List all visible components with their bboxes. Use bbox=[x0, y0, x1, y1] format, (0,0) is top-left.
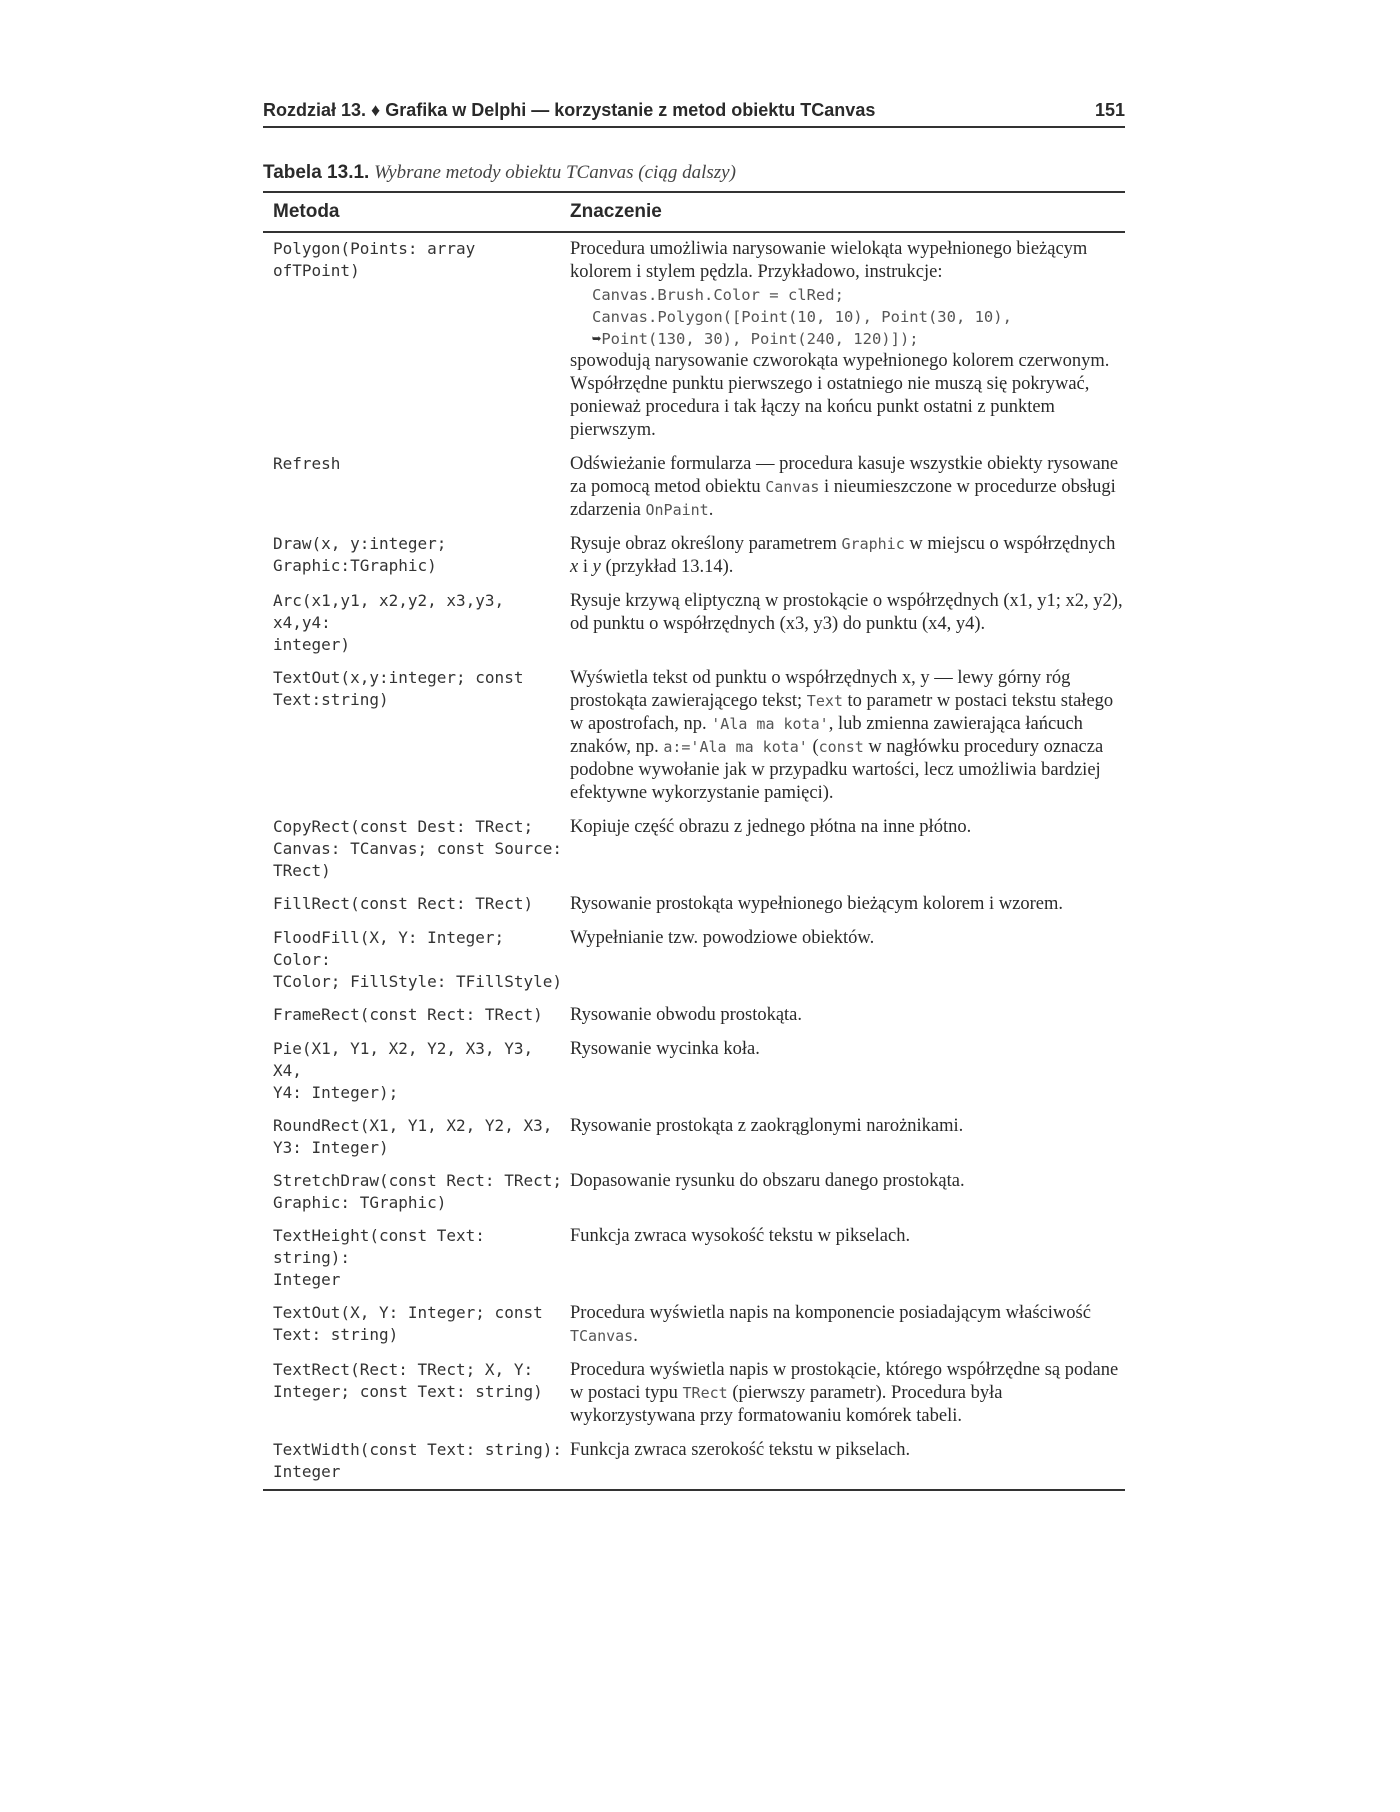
inline-code: Canvas bbox=[765, 478, 820, 496]
table-row bbox=[263, 1354, 1125, 1434]
table-row bbox=[263, 999, 1125, 1033]
table-row bbox=[263, 233, 1125, 448]
table-row bbox=[263, 1110, 1125, 1165]
method-signature: TextHeight(const Text: string): Integer bbox=[273, 1226, 485, 1289]
method-signature: Draw(x, y:integer; Graphic:TGraphic) bbox=[273, 534, 447, 575]
table-caption bbox=[263, 162, 736, 184]
method-description: Funkcja zwraca szerokość tekstu w pikselach. bbox=[570, 1440, 911, 1460]
inline-code: TRect bbox=[682, 1384, 728, 1402]
description-text: Procedura wyświetla napis w prostokącie, którego współrzędne są podane w postaci typu bbox=[570, 1360, 1119, 1403]
method-signature: FillRect(const Rect: TRect) bbox=[273, 894, 534, 913]
method-description: Rysuje krzywą eliptyczną w prostokącie o współrzędnych (x1, y1; x2, y2), od punktu o współrzędnych (x3, y3) do punktu (x4, y4). bbox=[570, 591, 1123, 634]
method-description: Funkcja zwraca wysokość tekstu w pikselach. bbox=[570, 1226, 911, 1246]
line-wrap-arrow-icon: ➥ bbox=[592, 330, 602, 348]
inline-code: const bbox=[818, 738, 864, 756]
column-header-method: Metoda bbox=[273, 201, 340, 222]
method-signature: TextRect(Rect: TRect; X, Y: Integer; const Text: string) bbox=[273, 1360, 543, 1401]
method-description: Rysowanie prostokąta z zaokrąglonymi narożnikami. bbox=[570, 1116, 964, 1136]
method-signature: CopyRect(const Dest: TRect; Canvas: TCanvas; const Source: TRect) bbox=[273, 817, 562, 880]
description-text: . bbox=[633, 1326, 638, 1346]
method-description: Kopiuje część obrazu z jednego płótna na inne płótno. bbox=[570, 817, 972, 837]
inline-code: OnPaint bbox=[645, 501, 709, 519]
description-text: (przykład 13.14). bbox=[600, 557, 734, 577]
table-row bbox=[263, 528, 1125, 585]
description-text: (pierwszy parametr). Procedura była wykorzystywana przy formatowaniu komórek tabeli. bbox=[570, 1383, 1003, 1426]
italic-variable: y bbox=[592, 557, 601, 577]
description-text: w nagłówku procedury oznacza podobne wywołanie jak w przypadku wartości, lecz umożliwia bardziej efektywne wykorzystanie pamięci). bbox=[570, 737, 1104, 803]
inline-code: 'Ala ma kota' bbox=[711, 715, 829, 733]
table-row bbox=[263, 811, 1125, 888]
running-header bbox=[263, 96, 1125, 128]
method-signature: Pie(X1, Y1, X2, Y2, X3, Y3, X4, Y4: Integer); bbox=[273, 1039, 534, 1102]
description-text: . bbox=[708, 500, 714, 520]
method-description: Rysowanie obwodu prostokąta. bbox=[570, 1005, 803, 1025]
code-line: Canvas.Polygon([Point(10, 10), Point(30, 10), bbox=[592, 308, 1012, 326]
method-description: Wypełnianie tzw. powodziowe obiektów. bbox=[570, 928, 875, 948]
method-description bbox=[570, 533, 1125, 579]
method-description: Dopasowanie rysunku do obszaru danego prostokąta. bbox=[570, 1171, 965, 1191]
page-number: 151 bbox=[1094, 100, 1125, 120]
method-description bbox=[570, 1359, 1125, 1428]
method-description bbox=[570, 453, 1125, 522]
method-description bbox=[570, 1302, 1125, 1348]
method-signature: Polygon(Points: array ofTPoint) bbox=[273, 239, 485, 280]
method-signature: Refresh bbox=[273, 454, 341, 473]
table-row bbox=[263, 1220, 1125, 1297]
code-text: Point(130, 30), Point(240, 120)]); bbox=[601, 330, 919, 348]
method-description: Rysowanie prostokąta wypełnionego bieżącym kolorem i wzorem. bbox=[570, 894, 1063, 914]
code-line bbox=[570, 328, 1125, 350]
description-text: Procedura wyświetla napis na komponencie posiadającym właściwość bbox=[570, 1303, 1091, 1323]
table-row bbox=[263, 448, 1125, 528]
description-text: Procedura umożliwia narysowanie wielokąta wypełnionego bieżącym kolorem i stylem pędzla. Przykładowo, instrukcje: bbox=[570, 239, 1088, 282]
table-row bbox=[263, 1297, 1125, 1354]
method-signature: FrameRect(const Rect: TRect) bbox=[273, 1005, 543, 1024]
inline-code: TCanvas bbox=[570, 1327, 634, 1345]
inline-code: a:='Ala ma kota' bbox=[663, 738, 808, 756]
description-text: ( bbox=[807, 737, 819, 757]
italic-variable: x bbox=[570, 557, 579, 577]
code-line: Canvas.Brush.Color = clRed; bbox=[592, 286, 844, 304]
table-row bbox=[263, 922, 1125, 999]
method-signature: TextWidth(const Text: string): Integer bbox=[273, 1440, 562, 1481]
table-header-row bbox=[263, 193, 1125, 233]
caption-label: Tabela 13.1. bbox=[263, 162, 370, 183]
method-signature: FloodFill(X, Y: Integer; Color: TColor; FillStyle: TFillStyle) bbox=[273, 928, 562, 991]
description-text: , lub zmienna zawierająca łańcuch znaków, np. bbox=[570, 714, 1083, 757]
method-description bbox=[570, 667, 1125, 805]
description-text: i bbox=[578, 557, 593, 577]
method-description bbox=[570, 238, 1125, 442]
description-text: spowodują narysowanie czworokąta wypełnionego kolorem czerwonym. Współrzędne punktu pierwszego i ostatniego nie muszą się pokrywać, ponieważ procedura i tak łączy na końcu punkt ostatni z punktem pierwszym. bbox=[570, 351, 1110, 440]
methods-table bbox=[263, 191, 1125, 1491]
table-row bbox=[263, 888, 1125, 922]
description-text: Rysuje obraz określony parametrem bbox=[570, 534, 842, 554]
table-row bbox=[263, 662, 1125, 811]
method-signature: TextOut(x,y:integer; const Text:string) bbox=[273, 668, 524, 709]
table-row bbox=[263, 1033, 1125, 1110]
description-text: w miejscu o współrzędnych bbox=[904, 534, 1116, 554]
inline-code: Text bbox=[806, 692, 843, 710]
column-header-meaning: Znaczenie bbox=[570, 201, 662, 222]
description-text: Wyświetla tekst od punktu o współrzędnych x, y — lewy górny róg prostokąta zawierającego tekst; bbox=[570, 668, 1071, 711]
method-signature: TextOut(X, Y: Integer; const Text: string) bbox=[273, 1303, 543, 1344]
inline-code: Graphic bbox=[841, 535, 905, 553]
method-signature: StretchDraw(const Rect: TRect; Graphic: TGraphic) bbox=[273, 1171, 562, 1212]
caption-text: Wybrane metody obiektu TCanvas (ciąg dalszy) bbox=[374, 162, 736, 183]
description-text: Odświeżanie formularza — procedura kasuje wszystkie obiekty rysowane za pomocą metod obiektu bbox=[570, 454, 1119, 497]
table-row bbox=[263, 1165, 1125, 1220]
description-text: i nieumieszczone w procedurze obsługi zdarzenia bbox=[570, 477, 1116, 520]
method-description: Rysowanie wycinka koła. bbox=[570, 1039, 760, 1059]
chapter-title: Rozdział 13. ♦ Grafika w Delphi — korzystanie z metod obiektu TCanvas bbox=[263, 100, 876, 120]
table-row bbox=[263, 585, 1125, 662]
method-signature: Arc(x1,y1, x2,y2, x3,y3, x4,y4: integer) bbox=[273, 591, 505, 654]
table-row bbox=[263, 1434, 1125, 1489]
method-signature: RoundRect(X1, Y1, X2, Y2, X3, Y3: Integer) bbox=[273, 1116, 553, 1157]
description-text: to parametr w postaci tekstu stałego w apostrofach, np. bbox=[570, 691, 1114, 734]
